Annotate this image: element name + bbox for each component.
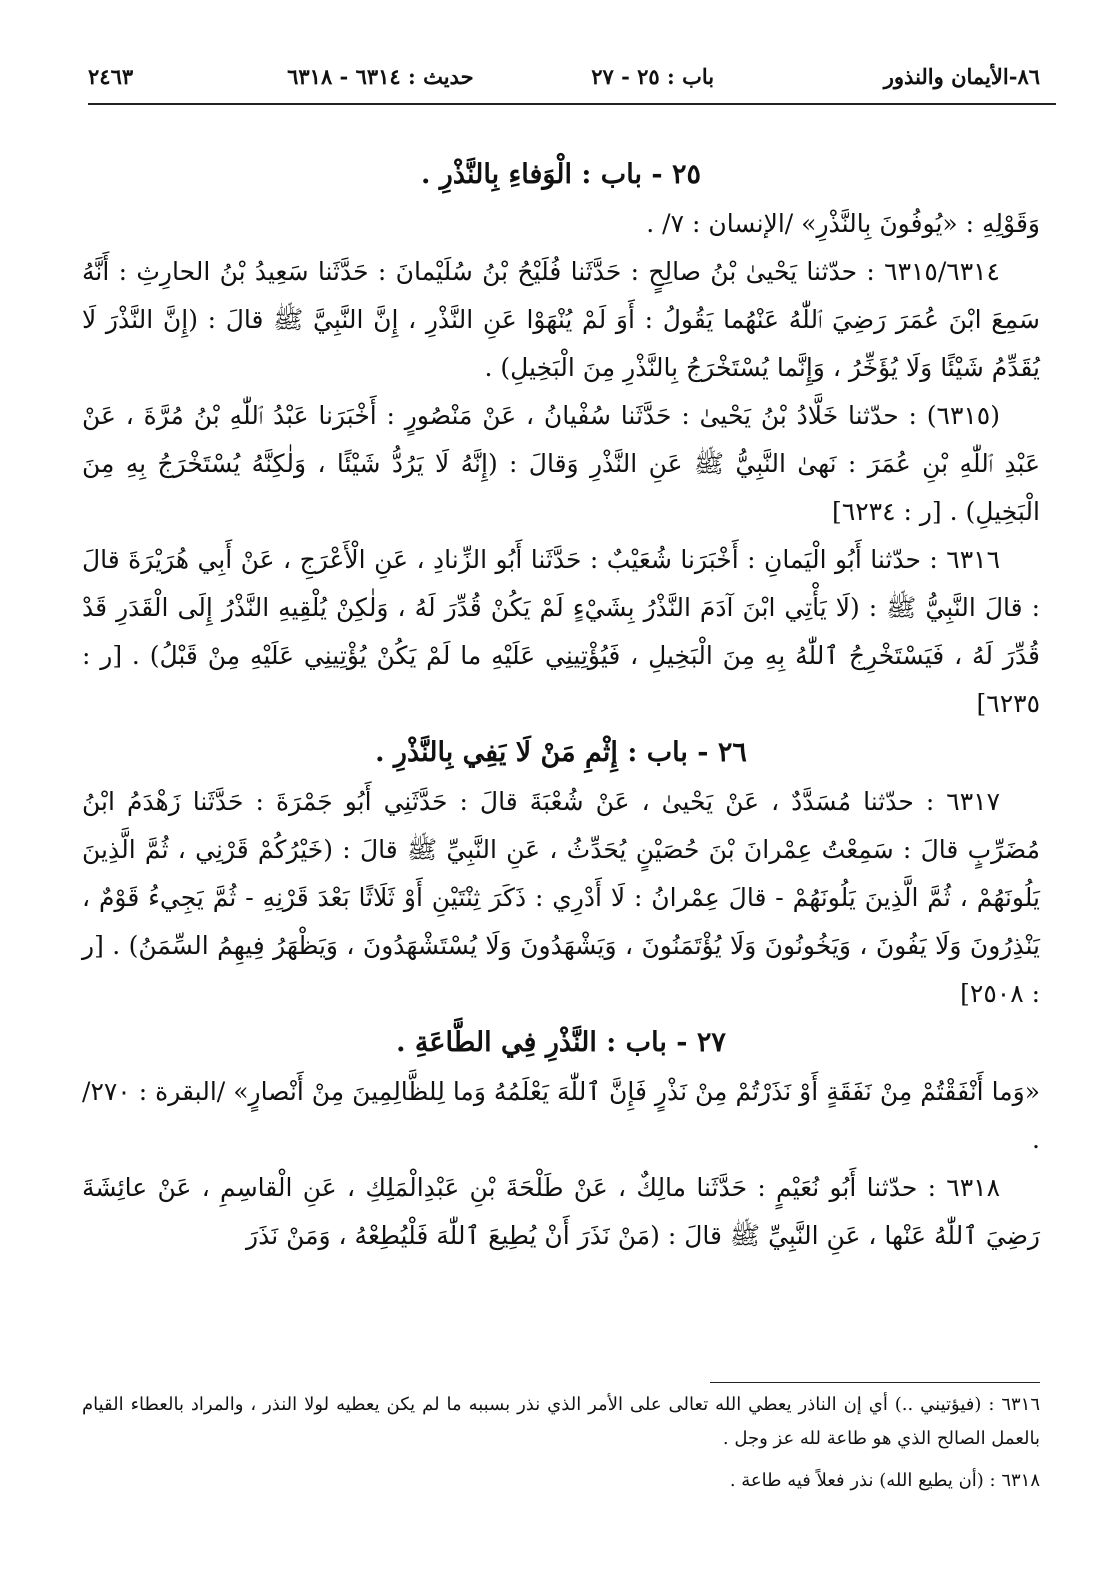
footnote-6316: ٦٣١٦ : (فيؤتيني ..) أي إن الناذر يعطي الله تعالى على الأمر الذي نذر بسببه ما لم يكن يعطيه لولا النذر ، والمراد بالعطاء القيام بالعمل الصالح الذي هو طاعة لله عز وجل . [82,1394,1040,1449]
chapter-25-verse: وَقَوْلِهِ : «يُوفُونَ بِالنَّذْرِ» /الإنسان : ٧/ . [646,209,1040,238]
running-header [88,56,1040,96]
header-divider [88,103,1056,105]
page-number: ٢٤٦٣ [88,63,134,89]
chapter-26-title: ٢٦ - باب : إِثْمِ مَنْ لَا يَفِي بِالنَّذْرِ . [375,737,747,768]
hadith-6315: (٦٣١٥) : حدّثنا خَلَّادُ بْنُ يَحْيىٰ : حَدَّثَنا سُفْيانُ ، عَنْ مَنْصُورٍ : أَخْبَرَنا عَبْدُ ٱللّٰهِ بْنُ مُرَّةَ ، عَنْ عَبْدِ ٱللّٰهِ بْنِ عُمَرَ : نَهىٰ النَّبِيُّ ﷺ عَنِ النَّذْرِ وَقالَ : (إِنَّهُ لَا يَرُدُّ شَيْئًا ، وَلٰكِنَّهُ يُسْتَخْرَجُ بِهِ مِنَ الْبَخِيلِ) . [ر : ٦٢٣٤] [82,401,1040,526]
header-hadith-range: حديث : ٦٣١٤ - ٦٣١٨ [287,63,474,89]
main-text [82,150,1040,1260]
chapter-27-title: ٢٧ - باب : النَّذْرِ فِي الطَّاعَةِ . [396,1027,726,1058]
hadith-6317: ٦٣١٧ : حدّثنا مُسَدَّدٌ ، عَنْ يَحْيىٰ ، عَنْ شُعْبَةَ قالَ : حَدَّثَنِي أَبُو جَمْرَةَ : حَدَّثَنا زَهْدَمُ ابْنُ مُضَرِّبٍ قالَ : سَمِعْتُ عِمْرانَ بْنَ حُصَيْنٍ يُحَدِّثُ ، عَنِ النَّبِيِّ ﷺ قالَ : (خَيْرُكُمْ قَرْنِي ، ثُمَّ الَّذِينَ يَلُونَهُمْ ، ثُمَّ الَّذِينَ يَلُونَهُمْ - قالَ عِمْرانُ : لَا أَدْرِي : ذَكَرَ ثِنْتَيْنِ أَوْ ثَلَاثًا بَعْدَ قَرْنِهِ - ثُمَّ يَجِيءُ قَوْمٌ ، يَنْذِرُونَ وَلَا يَفُونَ ، وَيَخُونُونَ وَلَا يُؤْتَمَنُونَ ، وَيَشْهَدُونَ وَلَا يُسْتَشْهَدُونَ ، وَيَظْهَرُ فِيهِمُ السِّمَنُ) . [ر : ٢٥٠٨] [82,787,1040,1008]
footnote-divider [710,1382,1040,1383]
footnotes [82,1388,1040,1498]
header-book-title: ٨٦-الأيمان والنذور [883,63,1040,89]
hadith-6318: ٦٣١٨ : حدّثنا أَبُو نُعَيْمٍ : حَدَّثَنا مالِكٌ ، عَنْ طَلْحَةَ بْنِ عَبْدِالْمَلِكِ ، عَنِ الْقاسِمِ ، عَنْ عائِشَةَ رَضِيَ ٱللّٰهُ عَنْها ، عَنِ النَّبِيِّ ﷺ قالَ : (مَنْ نَذَرَ أَنْ يُطِيعَ ٱللّٰهَ فَلْيُطِعْهُ ، وَمَنْ نَذَرَ [82,1173,1040,1250]
chapter-25-title: ٢٥ - باب : الْوَفاءِ بِالنَّذْرِ . [421,159,701,190]
footnote-6318: ٦٣١٨ : (أن يطيع الله) نذر فعلاً فيه طاعة . [729,1470,1040,1491]
hadith-6316: ٦٣١٦ : حدّثنا أَبُو الْيَمانِ : أَخْبَرَنا شُعَيْبٌ : حَدَّثَنا أَبُو الزِّنادِ ، عَنِ الْأَعْرَجِ ، عَنْ أَبِي هُرَيْرَةَ قالَ : قالَ النَّبِيُّ ﷺ : (لَا يَأْتِي ابْنَ آدَمَ النَّذْرُ بِشَيْءٍ لَمْ يَكُنْ قُدِّرَ لَهُ ، وَلٰكِنْ يُلْقِيهِ النَّذْرُ إِلَى الْقَدَرِ قَدْ قُدِّرَ لَهُ ، فَيَسْتَخْرِجُ ٱللّٰهُ بِهِ مِنَ الْبَخِيلِ ، فَيُؤْتِينِي عَلَيْهِ ما لَمْ يَكُنْ يُؤْتِينِي عَلَيْهِ مِنْ قَبْلُ) . [ر : ٦٢٣٥] [82,545,1040,718]
hadith-6314: ٦٣١٥/٦٣١٤ : حدّثنا يَحْيىٰ بْنُ صالِحٍ : حَدَّثَنا فُلَيْحُ بْنُ سُلَيْمانَ : حَدَّثَنا سَعِيدُ بْنُ الحارِثِ : أَنَّهُ سَمِعَ ابْنَ عُمَرَ رَضِيَ ٱللّٰهُ عَنْهُما يَقُولُ : أَوَ لَمْ يُنْهَوْا عَنِ النَّذْرِ ، إِنَّ النَّبِيَّ ﷺ قالَ : (إِنَّ النَّذْرَ لَا يُقَدِّمُ شَيْئًا وَلَا يُؤَخِّرُ ، وَإِنَّما يُسْتَخْرَجُ بِالنَّذْرِ مِنَ الْبَخِيلِ) . [82,257,1040,382]
header-bab-range: باب : ٢٥ - ٢٧ [591,63,715,89]
chapter-27-verse: «وَما أَنْفَقْتُمْ مِنْ نَفَقَةٍ أَوْ نَذَرْتُمْ مِنْ نَذْرٍ فَإِنَّ ٱللّٰهَ يَعْلَمُهُ وَما لِلظَّالِمِينَ مِنْ أَنْصارٍ» /البقرة : ٢٧٠/ . [82,1077,1040,1154]
